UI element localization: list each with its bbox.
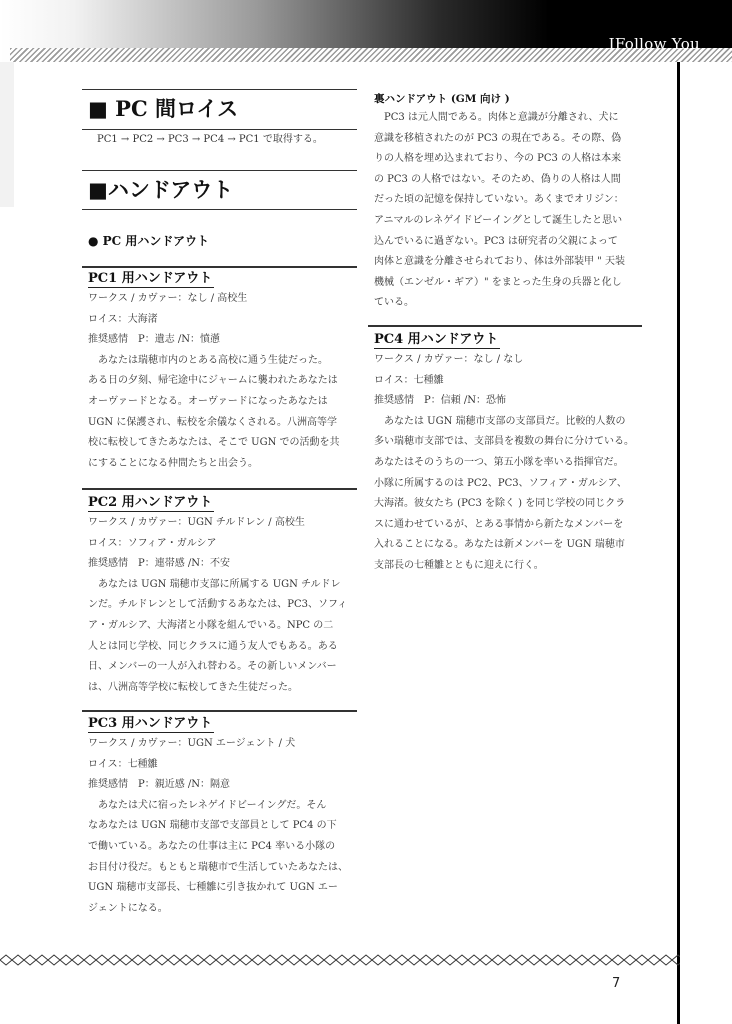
pc4-line: スに通わせているが、とある事情から新たなメンバーを	[374, 518, 624, 530]
pc3-works: ワークス / カヴァー：UGN エージェント / 犬	[88, 738, 296, 749]
pc3-line: UGN 瑞穂市支部長、七種雛に引き抜かれて UGN エー	[88, 882, 338, 894]
right-margin-bar	[677, 62, 680, 1024]
ura-line: 肉体と意識を分離させられており、体は外部装甲 " 天装	[374, 256, 625, 268]
pc3-emotion: 推奨感情 P：親近感 /N：隔意	[88, 779, 231, 791]
ura-line: アニマルのレネゲイドビーイングとして誕生したと思い	[374, 214, 623, 226]
page-number: 7	[612, 976, 621, 991]
pc1-line: ある日の夕刻、帰宅途中にジャームに襲われたあなたは	[88, 375, 338, 387]
pc4-title: PC4 用ハンドアウト	[374, 332, 499, 347]
ura-line: の PC3 の人格ではない。そのため、偽りの人格は人間	[374, 173, 621, 185]
pc4-rule	[368, 325, 642, 327]
pc4-line: あなたは UGN 瑞穂市支部の支部員だ。比較的人数の	[384, 415, 626, 427]
pc2-line: 日、メンバーの一人が入れ替わる。その新しいメンバー	[88, 661, 337, 673]
ura-line: 込んでいるに過ぎない。PC3 は研究者の父親によって	[374, 235, 618, 247]
ura-body	[374, 108, 625, 314]
pc3-line: なあなたは UGN 瑞穂市支部で支部員として PC4 の下	[88, 820, 337, 832]
pc3-title: PC3 用ハンドアウト	[88, 716, 213, 731]
pc4-body	[374, 350, 634, 577]
pc4-line: 小隊に所属するのは PC2、PC3、ソフィア・ガルシア、	[374, 477, 627, 489]
pc2-title: PC2 用ハンドアウト	[88, 495, 213, 510]
pc2-rule	[82, 488, 357, 490]
pc2-line: あなたは UGN 瑞穂市支部に所属する UGN チルドレ	[98, 578, 341, 590]
ura-line: だった頃の記憶を保持していない。あくまでオリジン：	[374, 194, 624, 206]
handout-heading	[82, 170, 357, 210]
pc1-line: あなたは瑞穂市内のとある高校に通う生徒だった。	[98, 354, 328, 366]
pc2-lois: ロイス：ソフィア・ガルシア	[88, 537, 217, 549]
pc2-body	[88, 513, 347, 698]
pc-lois-body: PC1 → PC2 → PC3 → PC4 → PC1 で取得する。	[97, 134, 323, 145]
pc2-line: ンだ。チルドレンとして活動するあなたは、PC3、ソフィ	[88, 599, 348, 611]
pc3-body	[88, 734, 348, 919]
pc3-lois: ロイス：七種雛	[88, 758, 158, 770]
pc2-emotion: 推奨感情 P：連帯感 /N：不安	[88, 558, 231, 570]
ura-line: ている。	[374, 297, 414, 309]
pc4-line: 多い瑞穂市支部では、支部員を複数の舞台に分けている。	[374, 436, 634, 448]
pc1-line: 校に転校してきたあなたは、そこで UGN での活動を共	[88, 437, 340, 449]
pc3-line: ジェントになる。	[88, 902, 168, 914]
ura-line: 意識を移植されたのが PC3 の現在である。その際、偽	[374, 132, 622, 144]
pc1-title: PC1 用ハンドアウト	[88, 271, 213, 286]
pc1-line: にすることになる仲間たちと出会う。	[88, 457, 258, 469]
pc4-line: 支部長の七種雛とともに迎えに行く。	[374, 559, 544, 571]
pc1-emotion: 推奨感情 P：遺志 /N：憤懣	[88, 334, 221, 346]
pc4-line: 入れることになる。あなたは新メンバーを UGN 瑞穂市	[374, 539, 625, 551]
pc4-line: 大海渚。彼女たち (PC3 を除く ) を同じ学校の同じクラ	[374, 498, 626, 510]
pc2-line: 人とは同じ学校、同じクラスに通う友人でもある。ある	[88, 640, 338, 652]
pc4-emotion: 推奨感情 P：信頼 /N：恐怖	[374, 395, 507, 407]
pc-lois-title: ■ PC 間ロイス	[88, 96, 239, 121]
pc2-line: ア・ガルシア、大海渚と小隊を組んでいる。NPC の二	[88, 619, 334, 631]
ura-line: 機械（エンゼル・ギア）" をまとった生身の兵器と化し	[374, 276, 622, 288]
decorative-zigzag-border	[0, 953, 680, 967]
pc3-line: で働いている。あなたの仕事は主に PC4 率いる小隊の	[88, 840, 336, 852]
pc1-line: オーヴァードとなる。オーヴァードになったあなたは	[88, 395, 328, 407]
pc4-line: あなたはそのうちの一つ、第五小隊を率いる指揮官だ。	[374, 456, 624, 468]
pc1-line: UGN に保護され、転校を余儀なくされる。八洲高等学	[88, 416, 337, 428]
pc2-works: ワークス / カヴァー：UGN チルドレン / 高校生	[88, 517, 305, 528]
pc-lois-heading	[82, 89, 357, 130]
pc-handout-subtitle: ● PC 用ハンドアウト	[88, 234, 210, 248]
ura-line: PC3 は元人間である。肉体と意識が分離され、犬に	[384, 112, 619, 123]
pc4-lois: ロイス：七種雛	[374, 374, 444, 386]
handout-title: ■ハンドアウト	[88, 177, 234, 202]
left-margin-shade	[0, 62, 14, 207]
pc3-rule	[82, 710, 357, 712]
ura-title: 裏ハンドアウト (GM 向け )	[374, 93, 510, 105]
pc3-line: お目付け役だ。もともと瑞穂市で生活していたあなたは、	[88, 861, 348, 873]
ura-line: りの人格を埋め込まれており、今の PC3 の人格は本来	[374, 153, 622, 165]
pc1-body	[88, 289, 340, 474]
pc1-lois: ロイス：大海渚	[88, 313, 158, 325]
pc1-works: ワークス / カヴァー：なし / 高校生	[88, 293, 248, 304]
pc1-rule	[82, 266, 357, 268]
pc4-works: ワークス / カヴァー：なし / なし	[374, 354, 524, 365]
header-title: IFollow You	[608, 35, 700, 53]
pc2-line: は、八洲高等学校に転校してきた生徒だった。	[88, 681, 298, 693]
pc3-line: あなたは犬に宿ったレネゲイドビーイングだ。そん	[98, 799, 327, 811]
